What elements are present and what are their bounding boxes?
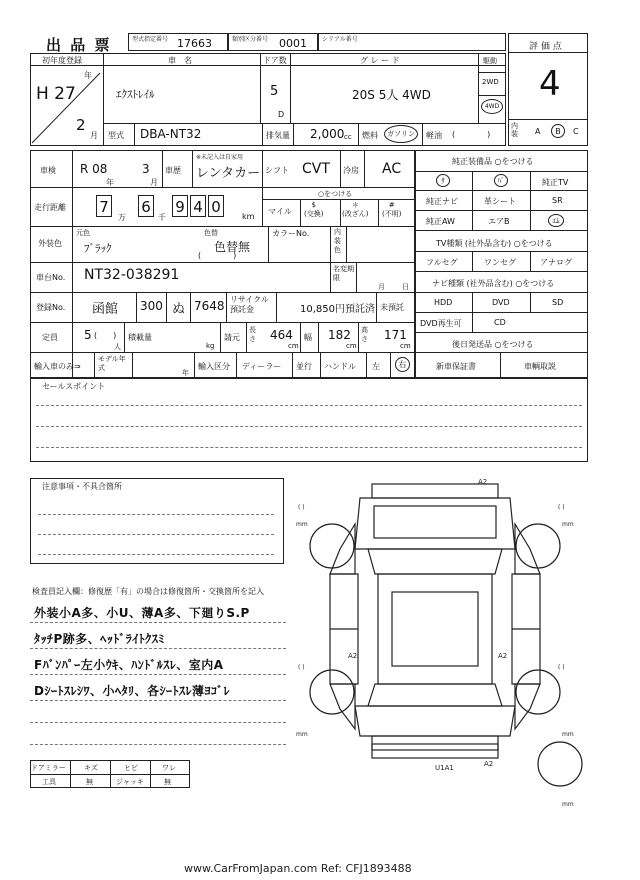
classification-no: 0001: [279, 37, 307, 50]
drive-4wd-circled: 4WD: [481, 99, 503, 114]
mileage-digit-5: 0: [208, 195, 224, 217]
svg-text:mm: mm: [562, 801, 574, 808]
chassis-number: NT32-038291: [84, 267, 180, 283]
dim-height: 171: [384, 328, 407, 342]
svg-text:mm: mm: [562, 521, 574, 528]
reg-kana: ぬ: [172, 302, 186, 317]
svg-text:mm: mm: [296, 731, 308, 738]
inspector-note-3: Fﾊﾞﾝﾊﾟｰ左小ｳｷ、ﾊﾝﾄﾞﾙｽﾚ、室内A: [34, 658, 224, 672]
shaken-month: 3: [142, 162, 150, 176]
diagram-mark-front: A2: [478, 478, 488, 486]
inspector-label: 検査員記入欄：修復歴「有」の場合は修復箇所・交換箇所を記入: [32, 587, 264, 596]
inspector-note-4: Dｼｰﾄｽﾚｼﾜ、小ﾍﾀﾘ、各ｼｰﾄｽﾚ薄ﾖｺﾞﾚ: [34, 684, 230, 698]
car-name: ｴｸｽﾄﾚｲﾙ: [116, 88, 155, 101]
dim-width: 182: [328, 328, 351, 342]
repaint-paren: ( ): [198, 251, 237, 260]
shaken-era: R 08: [80, 162, 108, 176]
ac-type: AC: [382, 161, 402, 177]
equip-sunroof-icon-circled: ｻ: [436, 174, 450, 187]
inspector-note-2: ﾀｯﾁP跡多、ﾍｯﾄﾞﾗｲﾄｸｽﾐ: [34, 632, 165, 646]
mileage-digit-3: 9: [172, 195, 188, 217]
door-count: 5: [270, 84, 279, 99]
svg-text:( ): ( ): [298, 504, 305, 511]
first-reg-era-year: H 27: [36, 84, 76, 104]
reg-class: 300: [140, 299, 163, 313]
car-damage-diagram: [290, 474, 590, 814]
vehicle-use-type: レンタカー: [196, 166, 261, 181]
watermark: www.CarFromJapan.com Ref: CFJ1893488: [184, 862, 412, 875]
mileage-digit-4: 4: [190, 195, 206, 217]
svg-text:mm: mm: [296, 521, 308, 528]
score-value: 4: [539, 64, 561, 104]
fuel-gasoline-circled: ガソリン: [384, 125, 418, 143]
serial-box: シリアル番号: [318, 33, 506, 51]
capacity-paren: ( ): [94, 331, 117, 340]
diagram-mark-rear: U1A1: [435, 764, 454, 772]
handle-right-circled: 右: [395, 357, 410, 372]
diagram-mark-rear-right: A2: [484, 760, 494, 768]
interior-grade-a: A: [535, 127, 541, 136]
recycle-amount: 10,850円預託済: [300, 304, 375, 315]
model-type: DBA-NT32: [140, 127, 202, 141]
grade: 20S 5人 4WD: [352, 88, 431, 102]
reg-area: 函館: [92, 302, 119, 317]
score-box: 評 価 点 4 内装 A B C: [508, 33, 588, 146]
dim-length: 464: [270, 328, 293, 342]
svg-text:mm: mm: [562, 731, 574, 738]
mileage-digit-2: 6: [138, 195, 154, 217]
diesel-paren: ( ): [452, 130, 491, 139]
displacement: 2,000: [310, 127, 345, 141]
interior-grade-b-circled: B: [551, 124, 565, 138]
diagram-mark-right: A2: [498, 652, 508, 660]
sales-point-label: セールスポイント: [42, 382, 106, 391]
svg-text:( ): ( ): [298, 664, 305, 671]
svg-text:( ): ( ): [558, 504, 565, 511]
page-title: 出 品 票: [46, 36, 112, 54]
exterior-color: ﾌﾞﾗｯｸ: [84, 242, 112, 255]
reg-number: 7648: [194, 299, 225, 313]
equip-pw-icon-circled: ﾊﾟ: [494, 174, 508, 187]
svg-text:( ): ( ): [558, 664, 565, 671]
capacity-persons: 5: [84, 328, 92, 342]
inspector-note-1: 外装小A多、小U、薄A多、下廻りS.P: [34, 606, 250, 620]
repaint-status: 色替無: [214, 240, 251, 254]
sales-point-box: [30, 378, 588, 462]
classification-box: 類別区分番号 0001: [228, 33, 318, 51]
model-designation-box: 型式指定番号 17663: [128, 33, 228, 51]
equip-abs-circled: ｴﾑ: [548, 214, 564, 227]
first-reg-month: 2: [76, 116, 86, 134]
score-label: 評 価 点: [529, 42, 562, 52]
diagram-mark-left: A2: [348, 652, 358, 660]
model-designation-no: 17663: [177, 37, 212, 50]
interior-grade-c: C: [573, 127, 579, 136]
mileage-digit-1: 7: [96, 195, 112, 217]
shift-type: CVT: [302, 161, 330, 177]
